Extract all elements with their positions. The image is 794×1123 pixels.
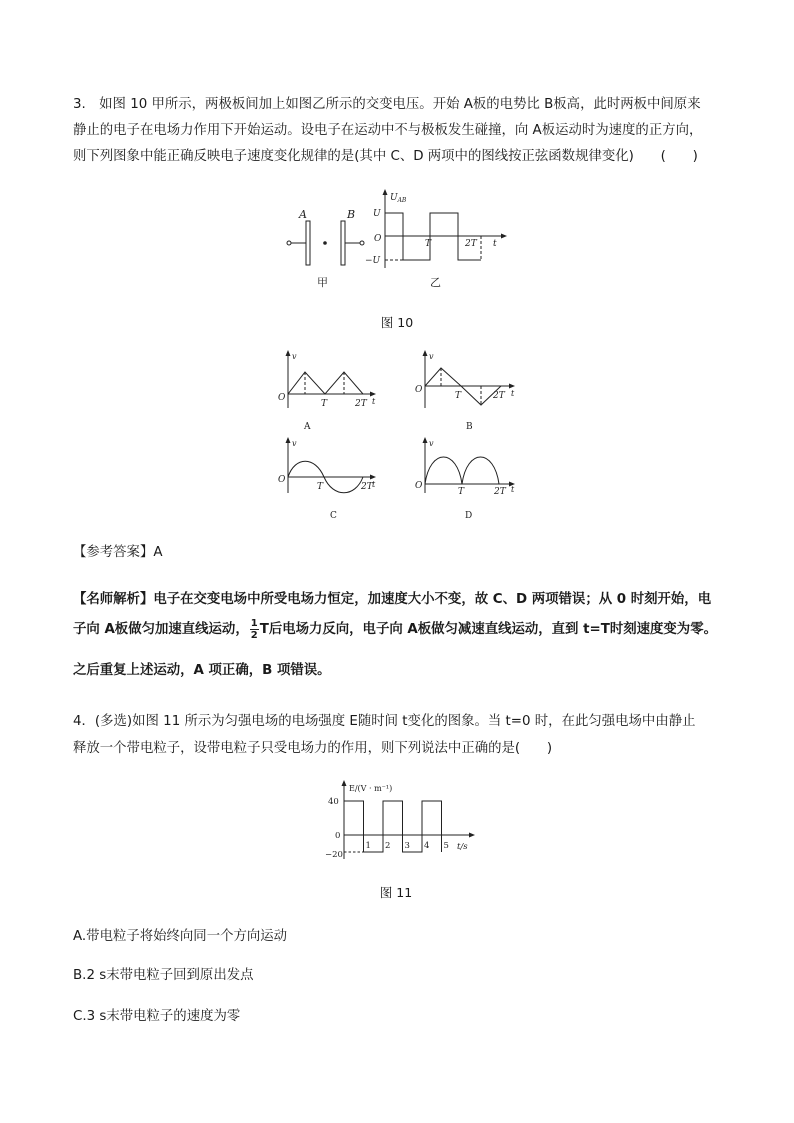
- axis-t: t: [493, 239, 497, 249]
- plate-b-label: B: [347, 208, 356, 221]
- label-yi: 乙: [430, 276, 441, 289]
- graph-a-axis-v: v: [292, 352, 297, 361]
- graph-b-axis-v: v: [429, 352, 434, 361]
- fig11-tick-40: 40: [328, 797, 339, 807]
- fig11-tick-neg20: −20: [325, 850, 343, 860]
- figure-11-chart: [325, 780, 475, 860]
- tick-neg-u: −U: [365, 256, 381, 266]
- graph-b-origin: O: [415, 385, 423, 395]
- graph-d-origin: O: [415, 481, 423, 491]
- graph-d-tick-t: T: [458, 487, 465, 497]
- graph-c-tick-2t: 2T: [361, 482, 373, 492]
- graph-c-tick-t: T: [317, 482, 324, 492]
- axis-u: $U_{AB}$: [390, 193, 407, 204]
- graph-c: [278, 437, 376, 521]
- plate-a-label: A: [299, 208, 307, 221]
- tick-o: O: [374, 234, 382, 244]
- plate-a: [306, 221, 310, 265]
- q4-option-a: A.带电粒子将始终向同一个方向运动: [73, 929, 288, 944]
- fig11-tick-x-1: 1: [365, 841, 371, 851]
- analysis-line-2: [73, 617, 723, 643]
- tick-t: T: [425, 239, 432, 249]
- q4-option-c: C.3 s末带电粒子的速度为零: [73, 1009, 241, 1024]
- plate-b: [341, 221, 345, 265]
- q3-line-1: 3. 如图 10 甲所示，两极板间加上如图乙所示的交变电压。开始 A板的电势比 B板高，此时两板中间原来: [73, 97, 701, 112]
- graph-d: [415, 437, 515, 521]
- fig11-tick-0: 0: [335, 831, 341, 841]
- graph-c-axis-v: v: [292, 439, 297, 448]
- electron-dot: [323, 241, 327, 245]
- q4-option-b: B.2 s末带电粒子回到原出发点: [73, 968, 254, 983]
- graph-c-axis-t: t: [372, 480, 376, 489]
- fig11-axis-e: E/(V · m⁻¹): [349, 784, 393, 793]
- fig11-tick-x-5: 5: [443, 841, 449, 851]
- figure-11: [323, 779, 483, 864]
- option-graphs: [275, 348, 525, 526]
- fig11-tick-x-4: 4: [424, 841, 430, 851]
- graph-a-tick-2t: 2T: [355, 399, 367, 409]
- graph-b-tick-2t: 2T: [493, 391, 505, 401]
- q3-line-3: 则下列图象中能正确反映电子速度变化规律的是(其中 C、D 两项中的图线按正弦函数规律变化) ( ): [73, 149, 698, 164]
- graph-d-label: D: [465, 511, 473, 521]
- graph-d-axis-t: t: [511, 485, 515, 494]
- graph-b-label: B: [466, 422, 473, 432]
- analysis-line-3: 之后重复上述运动，A 项正确，B 项错误。: [73, 663, 331, 678]
- graph-b: [415, 350, 515, 432]
- tick-u: U: [373, 209, 381, 219]
- tick-2t: 2T: [465, 239, 477, 249]
- graph-b-axis-t: t: [511, 389, 515, 398]
- label-jia: 甲: [317, 276, 328, 289]
- figure-10-jia: [287, 208, 364, 289]
- graph-d-tick-2t: 2T: [494, 487, 506, 497]
- q4-line-2: 释放一个带电粒子，设带电粒子只受电场力的作用，则下列说法中正确的是( ): [73, 741, 553, 756]
- graph-a-label: A: [304, 422, 311, 432]
- fig11-tick-x-3: 3: [404, 841, 410, 851]
- fig11-axis-t: t/s: [457, 842, 468, 852]
- figure-10-yi: [365, 189, 507, 289]
- analysis-line-2b: T后电场力反向，电子向 A板做匀减速直线运动，直到 t=T时刻速度变为零。: [259, 622, 717, 637]
- q4-line-1: 4．(多选)如图 11 所示为匀强电场的电场强度 E随时间 t变化的图象。当 t=0 时，在此匀强电场中由静止: [73, 714, 696, 729]
- graph-b-tick-t: T: [455, 391, 462, 401]
- fig11-tick-x-2: 2: [385, 841, 391, 851]
- graph-d-axis-v: v: [429, 439, 434, 448]
- q3-line-2: 静止的电子在电场力作用下开始运动。设电子在运动中不与极板发生碰撞，向 A板运动时为速度的正方向，: [73, 123, 703, 138]
- graph-a-axis-t: t: [372, 397, 376, 406]
- reference-answer: 【参考答案】A: [73, 545, 163, 560]
- analysis-line-2a: 子向 A板做匀加速直线运动，: [73, 622, 249, 637]
- graph-a-tick-t: T: [321, 399, 328, 409]
- figure-10-caption: 图 10: [380, 315, 414, 330]
- graph-a-origin: O: [278, 393, 286, 403]
- figure-11-caption: 图 11: [379, 885, 413, 900]
- fraction-half: $\frac{1}{2}$: [250, 617, 258, 641]
- graph-c-origin: O: [278, 475, 286, 485]
- graph-a: [278, 350, 376, 432]
- analysis-line-1: 【名师解析】电子在交变电场中所受电场力恒定，加速度大小不变，故 C、D 两项错误；从 0 时刻开始，电: [73, 592, 712, 607]
- figure-10: [285, 188, 515, 293]
- graph-c-label: C: [330, 511, 337, 521]
